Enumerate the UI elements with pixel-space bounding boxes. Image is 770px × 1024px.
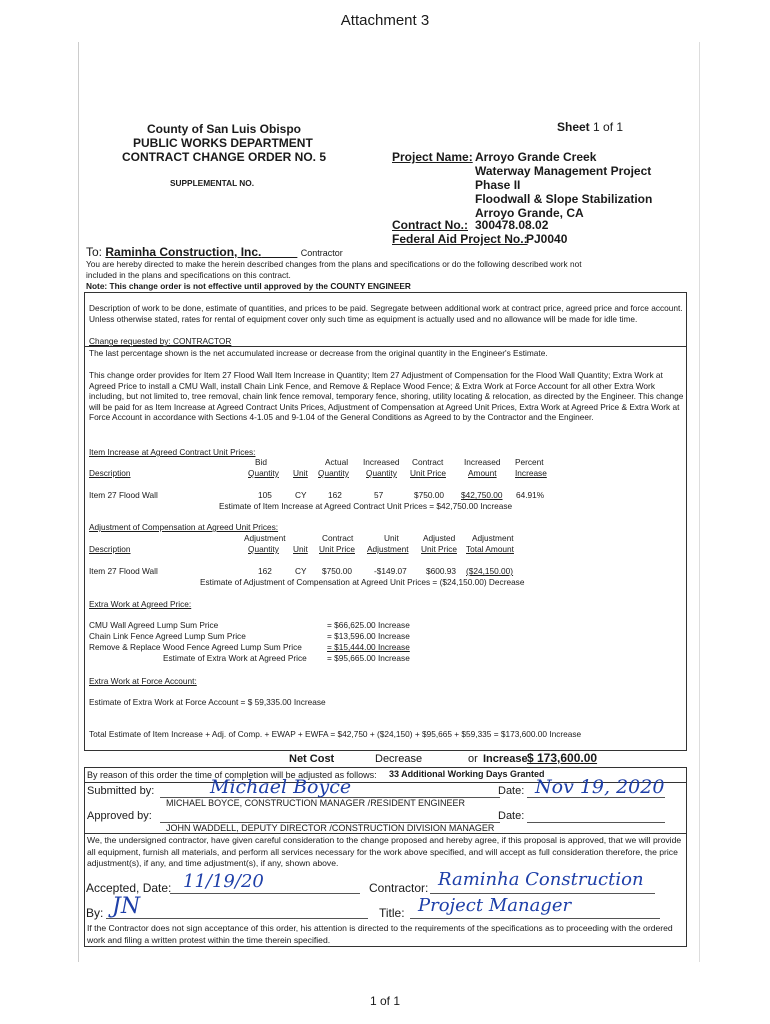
ii-row-desc: Item 27 Flood Wall xyxy=(89,490,158,500)
sheet-label: Sheet xyxy=(557,120,590,134)
adj-hdr-adjprice: Adjusted xyxy=(423,533,456,543)
hdr-description: Description xyxy=(89,468,131,478)
contractor-suffix: Contractor xyxy=(300,248,343,258)
accepted-line xyxy=(170,893,360,894)
submitted-name: MICHAEL BOYCE, CONSTRUCTION MANAGER /RESIDENT ENGINEER xyxy=(166,798,466,808)
hdr-bid: Bid xyxy=(255,457,267,467)
adj-hdr-description: Description xyxy=(89,544,131,554)
hdr-actual-qty: Quantity xyxy=(318,468,349,478)
ea-estimate-value: = $95,665.00 Increase xyxy=(327,653,410,663)
item-increase-title: Item Increase at Agreed Contract Unit Prices: xyxy=(89,447,256,457)
contractor-statement: We, the undersigned contractor, have given careful consideration to the change proposed and hereby agree, if this proposal is approved, that we will provide all equipment, furnish all materials, and perform all services necessary for the work above specified, and will accept as full consideration therefore, the price adjustment(s), if any, and time adjustment(s), if any, shown above. xyxy=(87,835,682,868)
net-decrease-label: Decrease xyxy=(375,753,423,765)
hdr-actual: Actual xyxy=(325,457,349,467)
adj-row-total: ($24,150.00) xyxy=(466,566,514,576)
attachment-title: Attachment 3 xyxy=(340,12,430,29)
ii-row-unit: CY xyxy=(295,490,307,500)
ea-item-3-value: = $15,444.00 Increase xyxy=(327,642,410,652)
submitted-signature: Michael Boyce xyxy=(210,776,352,798)
title-line xyxy=(410,918,660,919)
ea-item-1-value: = $66,625.00 Increase xyxy=(327,620,410,630)
percentage-note: The last percentage shown is the net accumulated increase or decrease from the original quantity in the Engineer's Estimate. xyxy=(89,348,548,358)
by-line xyxy=(106,918,368,919)
protest-footnote: If the Contractor does not sign acceptance of this order, his attention is directed to the requirements of the specifications as to proceeding with the ordered work and filing a written protest within the time therein specified. xyxy=(87,923,673,945)
adj-hdr-unitadj: Unit xyxy=(384,533,399,543)
ii-estimate: Estimate of Item Increase at Agreed Contract Unit Prices = $42,750.00 Increase xyxy=(219,501,513,511)
adj-hdr-unitadj-2: Adjustment xyxy=(367,544,409,554)
by-label: By: xyxy=(86,906,104,920)
approved-name: JOHN WADDELL, DEPUTY DIRECTOR /CONSTRUCTION DIVISION MANAGER xyxy=(166,823,495,833)
contractor-signature: Raminha Construction xyxy=(438,869,644,890)
adj-hdr-unit: Unit xyxy=(293,544,308,554)
page-number: 1 of 1 xyxy=(369,994,401,1008)
accepted-label: Accepted, Date: xyxy=(86,881,172,895)
submitted-label: Submitted by: xyxy=(87,785,155,797)
net-or: or xyxy=(468,753,478,765)
project-name-line-1: Arroyo Grande Creek xyxy=(475,150,597,164)
contractor-label: Contractor: xyxy=(369,881,429,895)
approved-date-label: Date: xyxy=(498,810,525,822)
change-requested-by: Change requested by: CONTRACTOR xyxy=(89,336,232,346)
completion-value: 33 Additional Working Days Granted xyxy=(389,769,545,779)
adj-hdr-total: Adjustment xyxy=(472,533,514,543)
adj-hdr-qty: Adjustment xyxy=(244,533,286,543)
net-cost-label: Net Cost xyxy=(289,753,335,765)
ea-item-2-value: = $13,596.00 Increase xyxy=(327,631,410,641)
hdr-pct-2: Increase xyxy=(515,468,547,478)
submitted-date: Nov 19, 2020 xyxy=(535,776,665,798)
hdr-inc-amt-2: Amount xyxy=(468,468,497,478)
county-name: County of San Luis Obispo xyxy=(147,122,301,136)
hdr-inc-amt: Increased xyxy=(464,457,501,467)
extra-agreed-title: Extra Work at Agreed Price: xyxy=(89,599,192,609)
project-name-line-2: Waterway Management Project xyxy=(475,164,652,178)
adj-hdr-adjprice-2: Unit Price xyxy=(421,544,457,554)
accepted-date: 11/19/20 xyxy=(183,871,264,892)
change-order-title: CONTRACT CHANGE ORDER NO. 5 xyxy=(122,150,327,164)
ea-item-1-label: CMU Wall Agreed Lump Sum Price xyxy=(89,620,219,630)
divider xyxy=(84,833,687,834)
project-name-line-5: Arroyo Grande, CA xyxy=(475,206,584,220)
supplemental-label: SUPPLEMENTAL NO. xyxy=(170,178,255,188)
directive-line-2: included in the plans and specifications on this contract. xyxy=(86,270,291,280)
hdr-contract-price: Unit Price xyxy=(410,468,446,478)
change-description: This change order provides for Item 27 Flood Wall Item Increase in Quantity; Item 27 Adjustment of Compensation for the Flood Wall Quantity; Extra Work at Agreed Price to install a CMU Wall, install Chain Link Fence, and Remove & Replace Wood Fence; & Extra Work at Force Account for all other Extra Work including, but not limited to, tree removal, chain link fence removal, temporary fence, shoring, utility locating & relocation, as directed by the Engineer. This change will be paid for as Item Increase at Agreed Contract Units Prices, Adjustment of Compensation at Agreed Unit Prices, Extra Work at Agreed Price & Extra Work at Force Account in accordance with Sections 4-1.05 and 9-1.04 of the General Conditions as Agreed to by the Contractor and the Engineer. xyxy=(89,370,684,423)
contractor-name: Raminha Construction, Inc. xyxy=(105,245,262,259)
adjustment-title: Adjustment of Compensation at Agreed Unit Prices: xyxy=(89,522,279,532)
hdr-unit: Unit xyxy=(293,468,308,478)
hdr-bid-qty: Quantity xyxy=(248,468,279,478)
contract-no: 300478.08.02 xyxy=(475,218,549,232)
to-line xyxy=(86,245,343,259)
by-signature: JN xyxy=(112,894,141,919)
adj-row-qty: 162 xyxy=(258,566,272,576)
total-estimate: Total Estimate of Item Increase + Adj. of Comp. + EWAP + EWFA = $42,750 + ($24,150) + $95,665 + $59,335 = $173,600.00 Increase xyxy=(89,729,582,739)
force-account-title: Extra Work at Force Account: xyxy=(89,676,197,686)
title-signature: Project Manager xyxy=(418,895,572,916)
adj-row-adj: -$149.07 xyxy=(374,566,407,576)
divider xyxy=(84,346,687,347)
hdr-contract: Contract xyxy=(412,457,444,467)
description-instructions: Description of work to be done, estimate of quantities, and prices to be paid. Segregate between additional work at contract price, agreed price and force account. Unless otherwise stated, rates for rental of equipment cover only such time as equipment is actually used and no allowance will be made for idle time. xyxy=(89,303,683,324)
department-name: PUBLIC WORKS DEPARTMENT xyxy=(133,136,313,150)
ii-row-incq: 57 xyxy=(374,490,384,500)
net-amount: $ 173,600.00 xyxy=(527,751,598,765)
ii-row-pct: 64.91% xyxy=(516,490,545,500)
ii-row-price: $750.00 xyxy=(414,490,444,500)
ea-item-2-label: Chain Link Fence Agreed Lump Sum Price xyxy=(89,631,246,641)
adj-row-unit: CY xyxy=(295,566,307,576)
sheet-number xyxy=(557,120,623,134)
submitted-date-label: Date: xyxy=(498,785,525,797)
contractor-line xyxy=(430,893,655,894)
federal-aid-no: PJ0040 xyxy=(526,232,568,246)
net-increase-label: Increase xyxy=(483,753,528,765)
contract-no-label: Contract No.: xyxy=(392,218,468,232)
to-label: To: xyxy=(86,245,103,259)
directive-line-1: You are hereby directed to make the herein described changes from the plans and specifications or do the following described work not xyxy=(86,259,582,269)
hdr-inc-qty: Increased xyxy=(363,457,400,467)
ea-estimate-label: Estimate of Extra Work at Agreed Price xyxy=(163,653,307,663)
adj-hdr-total-2: Total Amount xyxy=(466,544,514,554)
ii-row-actual: 162 xyxy=(328,490,342,500)
adj-row-price: $750.00 xyxy=(322,566,352,576)
adj-row-adjprice: $600.93 xyxy=(426,566,456,576)
ea-item-3-label: Remove & Replace Wood Fence Agreed Lump Sum Price xyxy=(89,642,302,652)
force-account-estimate: Estimate of Extra Work at Force Account = $ 59,335.00 Increase xyxy=(89,697,326,707)
hdr-inc-qty-2: Quantity xyxy=(366,468,397,478)
federal-aid-label: Federal Aid Project No.: xyxy=(392,232,528,246)
adj-hdr-contract-2: Unit Price xyxy=(319,544,355,554)
effective-note: Note: This change order is not effective until approved by the COUNTY ENGINEER xyxy=(86,281,411,291)
project-name-line-3: Phase II xyxy=(475,178,521,192)
adj-hdr-contract: Contract xyxy=(322,533,354,543)
hdr-pct: Percent xyxy=(515,457,544,467)
completion-text: By reason of this order the time of completion will be adjusted as follows: xyxy=(87,770,377,780)
adj-estimate: Estimate of Adjustment of Compensation at Agreed Unit Prices = ($24,150.00) Decrease xyxy=(200,577,525,587)
title-label: Title: xyxy=(379,906,405,920)
adj-row-desc: Item 27 Flood Wall xyxy=(89,566,158,576)
adj-hdr-qty-2: Quantity xyxy=(248,544,279,554)
approved-date-line xyxy=(527,822,665,823)
project-name-label: Project Name: xyxy=(392,150,473,164)
ii-row-bid: 105 xyxy=(258,490,272,500)
ii-row-amount: $42,750.00 xyxy=(461,490,503,500)
project-name-line-4: Floodwall & Slope Stabilization xyxy=(475,192,653,206)
sheet-value: 1 of 1 xyxy=(593,120,624,134)
approved-label: Approved by: xyxy=(87,810,152,822)
